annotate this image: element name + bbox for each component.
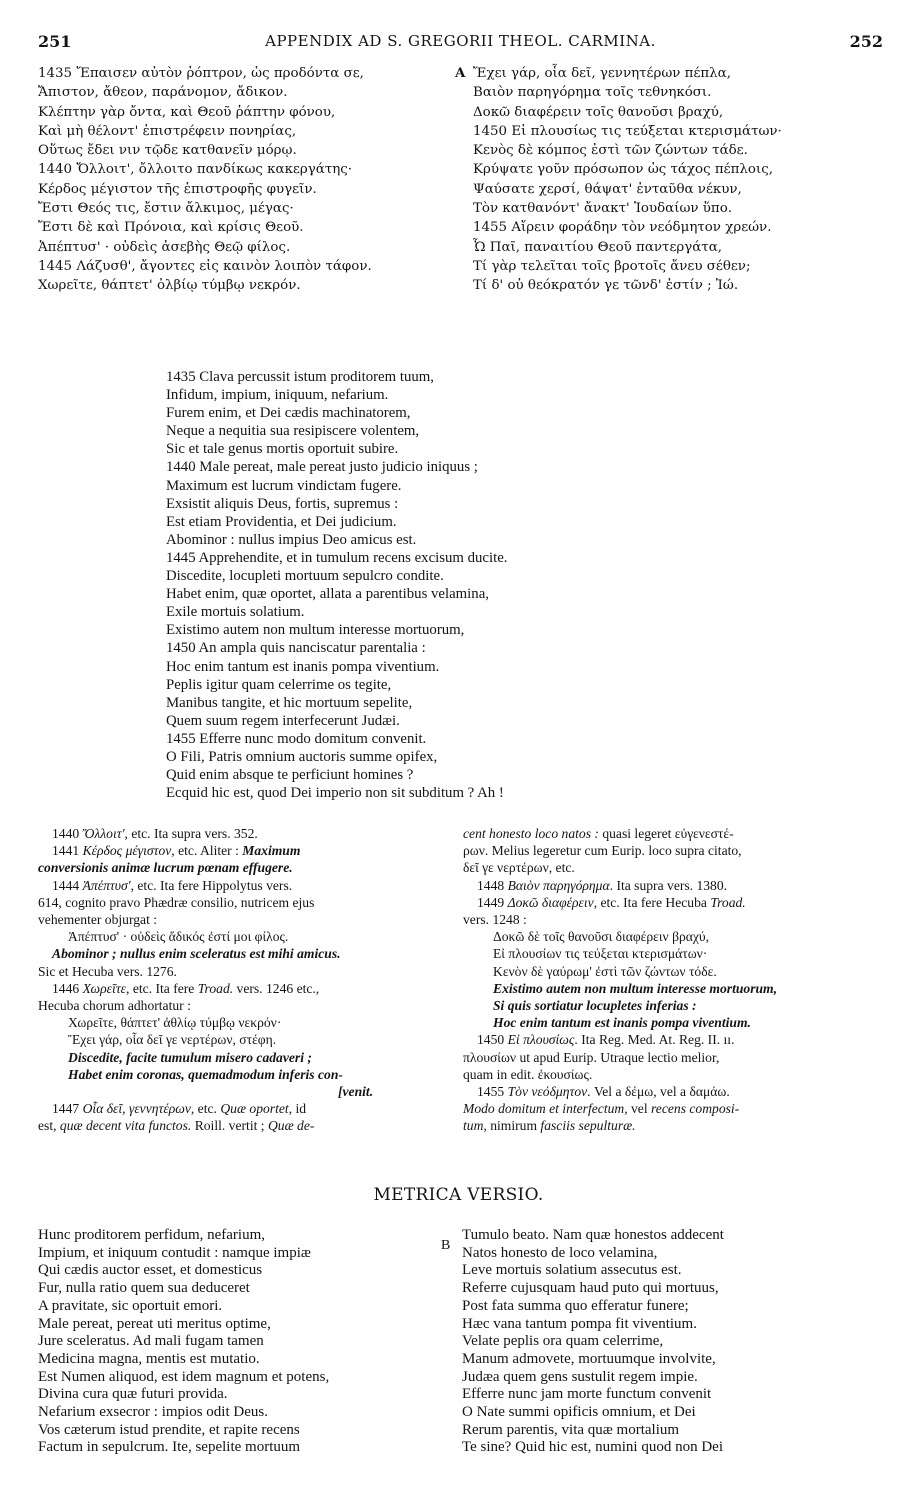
note-line <box>38 911 443 928</box>
note-segment: . Ita supra vers. 1380. <box>609 877 728 893</box>
note-segment: quam in edit. ἐκουσίως. <box>463 1066 593 1082</box>
metrica-verse-line: Vos cæterum istud prendite, et rapite recens <box>38 1421 300 1438</box>
latin-verse-line: O Fili, Patris omnium auctoris summe opifex, <box>166 748 438 765</box>
note-line <box>463 911 881 928</box>
note-line <box>38 1066 443 1083</box>
note-line <box>38 1014 443 1031</box>
note-line <box>38 945 443 962</box>
note-segment: vers. 1246 etc., <box>233 980 320 996</box>
greek-verse-line: Τὸν κατθανόντ' ἄνακτ' Ἰουδαίων ὕπο. <box>473 201 733 217</box>
note-line <box>38 997 443 1014</box>
metrica-verse-line: Qui cædis auctor esset, et domesticus <box>38 1262 263 1279</box>
running-header <box>38 32 883 58</box>
note-line <box>463 825 881 842</box>
note-segment: Hoc enim tantum est inanis pompa viventium. <box>493 1015 751 1031</box>
note-line <box>38 859 443 876</box>
note-segment: 1440 <box>52 826 83 841</box>
metrica-verse-line: Factum in sepulcrum. Ite, sepelite mortuum <box>38 1439 301 1456</box>
note-segment: Quæ de- <box>267 1118 315 1134</box>
note-segment: 1449 <box>477 894 508 910</box>
note-segment: Existimo autem non multum interesse mortuorum, <box>493 980 778 996</box>
note-segment: Hecuba chorum adhortatur : <box>38 998 191 1014</box>
note-segment: Si quis sortiatur locupletes inferias : <box>493 998 697 1014</box>
metrica-verse-line: Medicina magna, mentis est mutatio. <box>38 1350 260 1367</box>
latin-verse-line: Abominor : nullus impius Deo amicus est. <box>166 531 417 548</box>
note-segment: Εἰ πλουσίως <box>507 1032 575 1048</box>
metrica-verse-line: Efferre nunc jam morte functum convenit <box>462 1386 712 1403</box>
latin-verse-line: Maximum est lucrum vindictam fugere. <box>166 477 402 494</box>
latin-verse-line: Existimo autem non multum interesse mortuorum, <box>166 622 465 639</box>
note-line <box>463 963 881 980</box>
latin-verse-line: Habet enim, quæ oportet, allata a parentibus velamina, <box>166 586 489 603</box>
metrica-verse-line: Manum admovete, mortuumque involvite, <box>462 1350 716 1367</box>
note-line <box>38 963 443 980</box>
greek-verse-line: Ὦ Παῖ, παναιτίου Θεοῦ παντεργάτα, <box>473 239 723 255</box>
metrica-verse-line: Tumulo beato. Nam quæ honestos addecent <box>462 1227 724 1243</box>
greek-verse-line: Βαιὸν παρηγόρημα τοῖς τεθνηκόσι. <box>473 85 712 101</box>
latin-verse-line: Quem suum regem interfecerunt Judæi. <box>166 712 400 729</box>
note-segment: ρων. Melius legeretur cum Eurip. loco supra citato, <box>463 843 742 859</box>
metrica-verse-line: Te sine? Quid hic est, numini quod non Dei <box>462 1439 723 1456</box>
note-line <box>463 945 881 962</box>
note-line <box>463 894 881 911</box>
note-line <box>463 1066 881 1083</box>
note-line <box>38 1117 443 1134</box>
latin-verse-line: Manibus tangite, et hic mortuum sepelite, <box>166 694 413 711</box>
greek-verse-line: 1445 Λάζυσθ', ἄγοντες εἰς καινὸν λοιπὸν τάφον. <box>38 258 372 274</box>
note-segment: Τὸν νεόδμητον <box>507 1084 588 1100</box>
metrica-verse-line: A pravitate, sic oportuit emori. <box>38 1297 223 1314</box>
metrica-verse-line: Velate peplis ora quam celerrime, <box>462 1333 664 1350</box>
note-segment: . Ita Reg. Med. At. Reg. II. ıı. <box>574 1032 735 1048</box>
latin-verse-line: Furem enim, et Dei cædis machinatorem, <box>166 405 411 422</box>
section-heading: METRICA VERSIO. <box>373 1185 544 1205</box>
metrica-verse-line: Rerum parentis, vita quæ mortalium <box>462 1421 680 1438</box>
greek-verse-line: Ἄπιστον, ἄθεον, παράνομον, ἄδικον. <box>38 85 288 101</box>
note-segment: est, <box>38 1118 60 1134</box>
note-segment: δεῖ γε νερτέρων, etc. <box>463 860 575 876</box>
note-segment: nimirum <box>486 1118 541 1134</box>
metrica-verse-line: Male pereat, pereat uti meritus optime, <box>38 1315 271 1332</box>
latin-verse-line: Infidum, impium, iniquum, nefarium. <box>166 387 389 404</box>
note-segment: Quæ oportet <box>220 1101 289 1117</box>
note-line <box>463 1100 881 1117</box>
note-line <box>38 980 443 997</box>
greek-verse-line: Τί γὰρ τελεῖται τοῖς βροτοῖς ἄνευ σέθεν; <box>473 258 751 274</box>
column-marker-a: A <box>455 65 466 81</box>
note-segment: Habet enim coronas, quemadmodum inferis con- <box>68 1066 343 1082</box>
note-segment: Ἔχει γάρ, οἷα δεῖ γε νερτέρων, στέφη. <box>68 1032 277 1048</box>
note-segment: , etc. Ita fere Hippolytus vers. <box>130 877 293 893</box>
note-line <box>463 1117 881 1134</box>
note-segment: πλουσίων ut apud Eurip. Utraque lectio melior, <box>463 1049 720 1065</box>
note-line <box>463 1049 881 1066</box>
latin-verse-line: Ecquid hic est, quod Dei imperio non sit subditum ? Ah ! <box>166 785 504 802</box>
greek-text-left-column <box>38 64 458 296</box>
greek-verse-line: 1450 Εἰ πλουσίως τις τεύξεται κτερισμάτων· <box>473 123 782 139</box>
metrica-versio-right-column <box>462 1227 882 1457</box>
note-line <box>463 1031 881 1048</box>
note-line <box>463 997 881 1014</box>
note-segment: Sic et Hecuba vers. 1276. <box>38 963 177 979</box>
metrica-verse-line: Hæc vana tantum pompa fit viventium. <box>462 1315 697 1332</box>
greek-verse-line: Ψαύσατε χερσί, θάψατ' ἐνταῦθα νέκυν, <box>473 181 742 197</box>
greek-verse-line: 1435 Ἔπαισεν αὐτὸν ῥόπτρον, ὡς προδόντα σε, <box>38 66 364 81</box>
metrica-verse-line: Jure sceleratus. Ad mali fugam tamen <box>38 1333 264 1350</box>
latin-verse-line: Exsistit aliquis Deus, fortis, supremus : <box>166 495 399 512</box>
greek-verse-line: Χωρεῖτε, θάπτετ' ὀλβίῳ τύμβῳ νεκρόν. <box>38 278 301 294</box>
metrica-verse-line: Natos honesto de loco velamina, <box>462 1244 658 1261</box>
note-line <box>463 842 881 859</box>
note-line <box>463 877 881 894</box>
page-number-left: 251 <box>38 32 72 51</box>
note-segment: Discedite, facite tumulum misero cadaveri ; <box>68 1049 312 1065</box>
note-line <box>463 859 881 876</box>
greek-verse-line: 1440 Ὄλλοιτ', ὄλλοιτο πανδίκως κακεργάτης· <box>38 162 353 178</box>
metrica-verse-line: Referre cujusquam haud puto qui mortuus, <box>462 1280 719 1297</box>
note-segment: Ἀπέπτυσ' <box>82 877 131 893</box>
page-number-right: 252 <box>849 32 883 51</box>
note-segment: vel <box>627 1101 652 1117</box>
note-segment: Troad. <box>710 894 746 910</box>
note-segment: , etc. <box>190 1101 221 1117</box>
latin-verse-line: Est etiam Providentia, et Dei judicium. <box>166 513 397 530</box>
note-line <box>38 825 443 842</box>
latin-verse-line: 1435 Clava percussit istum proditorem tuum, <box>166 369 434 385</box>
note-line <box>38 877 443 894</box>
note-segment: Δοκῶ δὲ τοῖς θανοῦσι διαφέρειν βραχύ, <box>493 929 710 945</box>
note-segment: Οἷα δεῖ, γεννητέρων <box>82 1101 191 1117</box>
note-segment: vers. 1248 : <box>463 912 527 928</box>
greek-verse-line: Οὕτως ἔδει νιν τῷδε κατθανεῖν μόρῳ. <box>38 143 297 159</box>
column-marker-b: B <box>441 1238 451 1253</box>
note-segment: 614, cognito pravo Phædræ consilio, nutricem ejus <box>38 894 315 910</box>
note-segment: 1444 <box>52 877 83 893</box>
note-segment: [venit. <box>338 1084 374 1100</box>
note-segment: , etc. Ita fere Hecuba <box>593 894 711 910</box>
latin-verse-line: 1445 Apprehendite, et in tumulum recens excisum ducite. <box>166 549 508 566</box>
metrica-verse-line: Divina cura quæ futuri provida. <box>38 1386 228 1403</box>
note-segment: fasciis sepulturæ. <box>540 1118 636 1134</box>
greek-verse-line: Δοκῶ διαφέρειν τοῖς θανοῦσι βραχύ, <box>473 104 724 120</box>
metrica-verse-line: Nefarium exsecror : impios odit Deus. <box>38 1404 268 1421</box>
note-segment: tum, <box>463 1118 487 1134</box>
latin-verse-line: Neque a nequitia sua resipiscere volentem, <box>166 423 420 440</box>
greek-verse-line: Κρύψατε γοῦν πρόσωπον ὡς τάχος πέπλοις, <box>473 162 773 178</box>
note-segment: Κέρδος μέγιστον <box>82 843 172 859</box>
greek-verse-line: Κέρδος μέγιστον τῆς ἐπιστροφῆς φυγεῖν. <box>38 181 317 197</box>
note-segment: cent honesto loco natos : <box>463 826 599 841</box>
metrica-verse-line: Hunc proditorem perfidum, nefarium, <box>38 1227 266 1243</box>
latin-verse-line: Peplis igitur quam celerrime os tegite, <box>166 676 392 693</box>
note-segment: Abominor ; nullus enim sceleratus est mihi amicus. <box>52 946 341 962</box>
latin-verse-line: 1455 Efferre nunc modo domitum convenit. <box>166 730 427 747</box>
greek-verse-line: Ἀπέπτυσ' · οὐδεὶς ἀσεβὴς Θεῷ φίλος. <box>38 239 291 255</box>
metrica-verse-line: Impium, et iniquum contudit : namque impiæ <box>38 1244 311 1261</box>
note-line <box>38 1083 443 1100</box>
note-line <box>38 1031 443 1048</box>
latin-translation <box>166 368 726 802</box>
note-segment: Βαιὸν παρηγόρημα <box>507 877 610 893</box>
latin-verse-line: Exile mortuis solatium. <box>166 604 305 621</box>
note-segment: , id <box>288 1101 307 1117</box>
greek-verse-line: Καὶ μὴ θέλοντ' ἐπιστρέφειν πονηρίας, <box>38 123 297 139</box>
note-segment: 1447 <box>52 1101 83 1117</box>
note-segment: Ὄλλοιτ' <box>82 826 125 841</box>
note-line <box>463 1014 881 1031</box>
note-segment: , etc. Ita supra vers. 352. <box>124 826 258 841</box>
note-line <box>38 928 443 945</box>
note-segment: Εἰ πλουσίων τις τεύξεται κτερισμάτων· <box>493 946 708 962</box>
note-segment: Troad. <box>197 980 234 996</box>
note-line <box>463 1083 881 1100</box>
greek-verse-line: Ἔχει γάρ, οἷα δεῖ, γεννητέρων πέπλα, <box>473 66 731 81</box>
note-segment: vehementer objurgat : <box>38 912 158 928</box>
note-line <box>38 894 443 911</box>
greek-verse-line: Ἔστι Θεός τις, ἔστιν ἄλκιμος, μέγας· <box>38 201 294 217</box>
note-segment: Roill. vertit ; <box>191 1118 268 1134</box>
note-segment: . Vel a δέμω, vel a δαμάω. <box>587 1084 730 1100</box>
note-line <box>463 980 881 997</box>
greek-verse-line: Ἔστι δὲ καὶ Πρόνοια, καὶ κρίσις Θεοῦ. <box>38 220 304 236</box>
note-segment: Δοκῶ διαφέρειν <box>507 894 594 910</box>
latin-verse-line: Quid enim absque te perficiunt homines ? <box>166 767 414 784</box>
note-line <box>38 1049 443 1066</box>
note-line <box>38 842 443 859</box>
greek-text-right-column <box>455 64 875 296</box>
note-line <box>463 928 881 945</box>
latin-verse-line: 1440 Male pereat, male pereat justo judicio iniquus ; <box>166 459 478 476</box>
note-segment: 1441 <box>52 843 83 859</box>
note-segment: Maximum <box>242 843 301 859</box>
note-segment: Χωρεῖτε, θάπτετ' ἀθλίῳ τύμβῳ νεκρόν· <box>68 1015 282 1031</box>
note-segment: 1450 <box>477 1032 508 1048</box>
greek-verse-line: Τί δ' οὐ θεόκρατόν γε τῶνδ' ἐστίν ; Ἰώ. <box>473 278 739 294</box>
note-segment: 1455 <box>477 1084 508 1100</box>
latin-verse-line: Sic et tale genus mortis oportuit subire. <box>166 441 399 458</box>
metrica-verse-line: Est Numen aliquod, est idem magnum et potens, <box>38 1368 330 1385</box>
greek-verse-line: Κλέπτην γὰρ ὄντα, καὶ Θεοῦ ῥάπτην φόνου, <box>38 104 336 120</box>
metrica-verse-line: Fur, nulla ratio quem sua deduceret <box>38 1280 250 1297</box>
latin-verse-line: Discedite, locupleti mortuum sepulcro condite. <box>166 568 444 585</box>
note-segment: Ἀπέπτυσ' · οὐδεὶς ἄδικός ἐστί μοι φίλος. <box>68 929 289 945</box>
note-segment: recens composi- <box>651 1101 740 1117</box>
note-segment: 1448 <box>477 877 508 893</box>
metrica-verse-line: Leve mortuis solatium assecutus est. <box>462 1262 682 1279</box>
note-segment: quæ decent vita functos. <box>59 1118 192 1134</box>
metrica-versio-left-column <box>38 1227 458 1457</box>
greek-verse-line: 1455 Αἴρειν φοράδην τὸν νεόδμητον χρεών. <box>473 220 772 236</box>
note-segment: , etc. Ita fere <box>126 980 198 996</box>
latin-verse-line: Hoc enim tantum est inanis pompa viventium. <box>166 658 440 675</box>
metrica-verse-line: Post fata summa quo efferatur funere; <box>462 1297 689 1314</box>
note-segment: Χωρεῖτε <box>82 980 127 996</box>
metrica-verse-line: Judæa quem gens sustulit regem impie. <box>462 1368 698 1385</box>
note-segment: 1446 <box>52 980 83 996</box>
note-segment: , etc. Aliter : <box>171 843 243 859</box>
notes-left-column <box>38 825 443 1135</box>
note-segment: Κενὸν δὲ γαύρωμ' ἐστὶ τῶν ζώντων τόδε. <box>493 963 717 979</box>
running-title: APPENDIX AD S. GREGORII THEOL. CARMINA. <box>265 32 656 50</box>
note-segment: quasi legeret εὐγενεστέ- <box>598 826 734 841</box>
metrica-verse-line: O Nate summi opificis omnium, et Dei <box>462 1404 696 1421</box>
note-segment: conversionis animæ lucrum pœnam effugere. <box>38 860 293 876</box>
greek-verse-line: Κενὸς δὲ κόμπος ἐστὶ τῶν ζώντων τάδε. <box>473 143 748 159</box>
notes-right-column <box>463 825 881 1135</box>
note-line <box>38 1100 443 1117</box>
latin-verse-line: 1450 An ampla quis nanciscatur parentalia : <box>166 640 426 657</box>
note-segment: Modo domitum et interfectum, <box>463 1101 628 1117</box>
